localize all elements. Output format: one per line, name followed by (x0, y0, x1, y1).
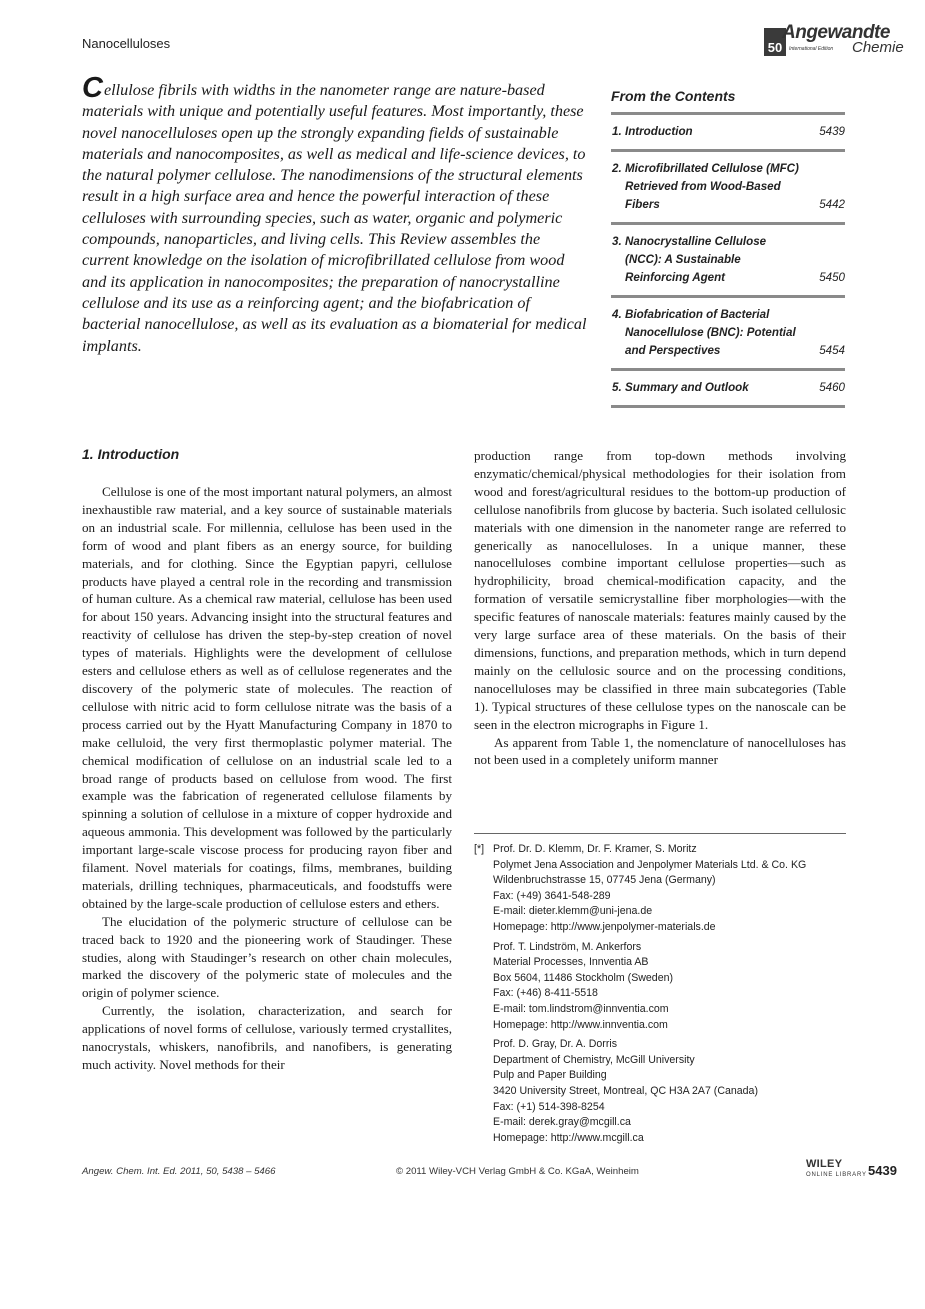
abstract-text: ellulose fibrils with widths in the nanometer range are nature-based materials with unique and potentially useful features. Most importantly, these novel nanocelluloses open up the strongly expanding fields of sustainable materials and nanocomposites, as well as medical and life-science devices, to the natural polymer cellulose. The nanodimensions of the structural elements result in a high surface area and hence the powerful interaction of these celluloses with surrounding species, such as water, organic and polymeric compounds, nanoparticles, and living cells. This Review assembles the current knowledge on the isolation of microfibrillated cellulose from wood and its application in nanocomposites; the preparation of nanocrystalline cellulose and its use as a reinforcing agent; and the biofabrication of bacterial nanocellulose, as well as its evaluation as a biomaterial for medical implants. (82, 81, 587, 355)
body-paragraph-continued: production range from top-down methods involving enzymatic/chemical/physical methodologies for their isolation from wood and forest/agricultural residues to the bottom-up production of cellulose nanofibrils from glucose by bacteria. Such isolated cellulosic materials with one dimension in the nanometer range are referred to generically as nanocelluloses. In a unique manner, these nanocelluloses combine important cellulose properties—such as hydrophilicity, broad chemical-modification capacity, and the formation of versatile semicrystalline fiber morphologies—with the specific features of nanoscale materials: features mainly caused by the very large surface area of these materials. On the basis of their dimensions, functions, and preparation methods, which in turn depend mainly on the cellulosic source and on the processing conditions, nanocelluloses may be classified in three main subcategories (Table 1). Typical structures of these cellulose types on the nanoscale can be seen in the electron micrographs in Figure 1. (474, 448, 846, 732)
online-library-wordmark: ONLINE LIBRARY (806, 1172, 867, 1178)
contents-box (611, 88, 845, 408)
author-affiliations (474, 842, 846, 1150)
affiliation-homepage[interactable]: Homepage: http://www.jenpolymer-materials.de (493, 920, 716, 933)
affiliation-line: Material Processes, Innventia AB (493, 956, 649, 969)
affiliation-block (493, 1037, 846, 1146)
affiliation-block (493, 842, 846, 936)
affiliation-line: Fax: (+49) 3641-548-289 (493, 889, 611, 902)
logo-angewandte: Angewandte (782, 22, 890, 43)
abstract-dropcap: C (82, 72, 103, 104)
affiliation-line: Fax: (+1) 514-398-8254 (493, 1100, 605, 1113)
affiliation-line: Box 5604, 11486 Stockholm (Sweden) (493, 971, 674, 984)
affiliation-line: 3420 University Street, Montreal, QC H3A 2A7 (Canada) (493, 1084, 758, 1097)
affiliation-line: Pulp and Paper Building (493, 1069, 607, 1082)
right-column (474, 447, 846, 769)
toc-page: 5439 (819, 125, 845, 138)
affiliation-homepage[interactable]: Homepage: http://www.mcgill.ca (493, 1131, 644, 1144)
contents-title: From the Contents (611, 88, 736, 104)
contents-divider (611, 405, 845, 408)
journal-logo (764, 22, 904, 58)
affiliation-block (493, 940, 846, 1034)
abstract (82, 72, 590, 357)
affiliation-homepage[interactable]: Homepage: http://www.innventia.com (493, 1018, 668, 1031)
toc-page: 5450 (819, 271, 845, 284)
affiliation-line: Prof. T. Lindström, M. Ankerfors (493, 940, 642, 953)
toc-item[interactable] (611, 152, 845, 222)
toc-number: 5. (612, 381, 622, 394)
toc-item[interactable] (611, 371, 845, 405)
toc-page: 5442 (819, 198, 845, 211)
affiliation-line: Fax: (+46) 8-411-5518 (493, 987, 598, 1000)
toc-item[interactable] (611, 115, 845, 149)
toc-number: 4. (612, 308, 622, 321)
footer-citation: Angew. Chem. Int. Ed. 2011, 50, 5438 – 5466 (82, 1166, 276, 1177)
affiliation-email[interactable]: E-mail: tom.lindstrom@innventia.com (493, 1002, 669, 1015)
affiliation-line: Wildenbruchstrasse 15, 07745 Jena (Germany) (493, 874, 716, 887)
body-paragraph: Currently, the isolation, characterization, and search for applications of novel forms of cellulose, variously termed crystallites, nanocrystals, whiskers, nanofibrils, and nanofibers, is generating much activity. Novel methods for their (82, 1003, 452, 1072)
body-paragraph: The elucidation of the polymeric structure of cellulose can be traced back to 1920 and the pioneering work of Staudinger. These studies, along with Staudinger’s research on other chain molecules, marked the discovery of the polymeric state of molecules and the origin of polymer science. (82, 913, 452, 1001)
affiliation-line: Prof. Dr. D. Klemm, Dr. F. Kramer, S. Moritz (493, 843, 697, 855)
section-heading: 1. Introduction (82, 446, 180, 462)
wiley-wordmark: WILEY (806, 1158, 843, 1170)
toc-item[interactable] (611, 225, 845, 295)
affiliation-line: Prof. D. Gray, Dr. A. Dorris (493, 1038, 618, 1051)
toc-item[interactable] (611, 298, 845, 368)
toc-page: 5460 (819, 381, 845, 394)
toc-label: Summary and Outlook (625, 381, 749, 394)
body-paragraph: Cellulose is one of the most important natural polymers, an almost inexhaustible raw material, and a key source of sustainable materials on an industrial scale. For millennia, cellulose has been used in the form of wood and plant fibers as an energy source, for building materials, and for clothing. Since the Egyptian papyri, cellulose products have played a central role in the recording and transmission of human culture. As a chemical raw material, cellulose has been used for about 150 years. Advancing insight into the structural features and reactivity of cellulose has driven the step-by-step creation of novel types of materials. Highlights were the development of cellulose esters and cellulose ethers as well as of cellulose regenerates and the discovery of the polymeric state of molecules. The reaction of cellulose with nitric acid to form cellulose nitrate was the basis of a process carried out by the Hyatt Manufacturing Company in 1870 to make celluloid, the very first thermoplastic polymer material. The chemical modification of cellulose on an industrial scale led to a broad range of products based on cellulose from wood. The first example was the fabrication of regenerated cellulose filaments by spinning a solution of cellulose in a mixture of copper hydroxide and aqueous ammonia. This development was followed by the particularly important large-scale viscose process for producing rayon fiber and filament. Novel materials for coatings, films, membranes, building materials, drilling techniques, pharmaceuticals, and foodstuffs were obtained by the large-scale production of cellulose esters and ethers. (82, 484, 452, 911)
toc-label: Nanocrystalline Cellulose (NCC): A Sustainable Reinforcing Agent (625, 235, 767, 284)
wiley-online-library-logo[interactable] (806, 1158, 867, 1186)
toc-number: 1. (612, 125, 622, 138)
body-paragraph: As apparent from Table 1, the nomenclature of nanocelluloses has not been used in a completely uniform manner (474, 734, 846, 768)
toc-label: Biofabrication of Bacterial Nanocellulose (BNC): Potential and Perspectives (625, 308, 796, 357)
footnote-divider (474, 833, 846, 834)
affiliation-email[interactable]: E-mail: dieter.klemm@uni-jena.de (493, 905, 653, 918)
footnote-mark: [*] (474, 843, 485, 855)
affiliation-line: Polymet Jena Association and Jenpolymer Materials Ltd. & Co. KG (493, 858, 807, 871)
toc-label: Introduction (625, 125, 693, 138)
affiliation-email[interactable]: E-mail: derek.gray@mcgill.ca (493, 1116, 631, 1129)
page-number: 5439 (868, 1163, 897, 1178)
toc-number: 3. (612, 235, 622, 248)
footer-copyright: © 2011 Wiley-VCH Verlag GmbH & Co. KGaA, Weinheim (396, 1166, 639, 1177)
logo-chemie: Chemie (852, 39, 904, 56)
running-title: Nanocelluloses (82, 36, 171, 51)
logo-edition: International Edition (789, 46, 834, 52)
logo-badge: 50 (764, 28, 786, 56)
toc-page: 5454 (819, 344, 845, 357)
toc-number: 2. (612, 162, 622, 175)
toc-label: Microfibrillated Cellulose (MFC) Retrieved from Wood-Based Fibers (625, 162, 799, 211)
left-column (82, 483, 452, 1074)
affiliation-line: Department of Chemistry, McGill University (493, 1053, 695, 1066)
